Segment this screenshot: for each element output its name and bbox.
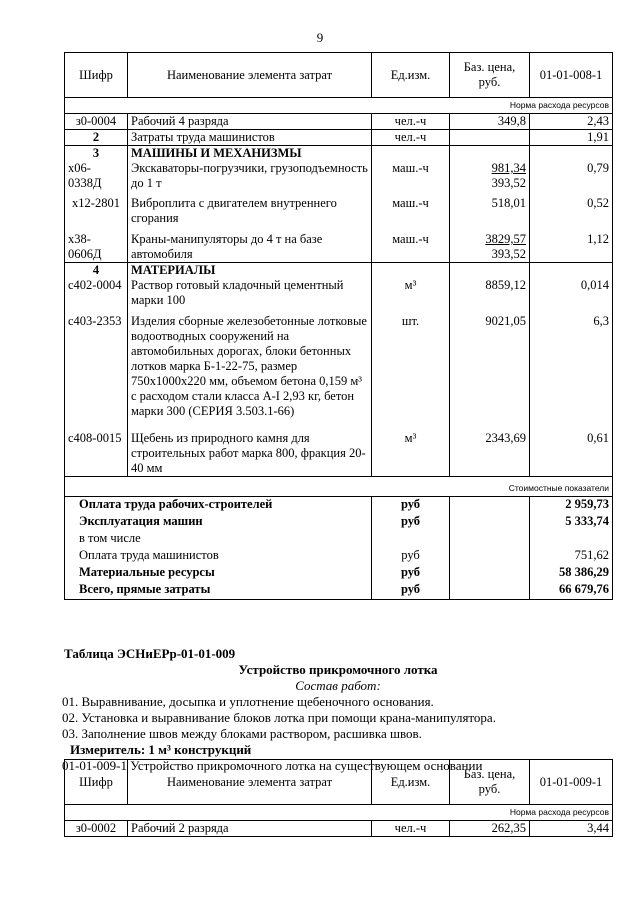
resource-norm-table-2 [64, 759, 613, 837]
row-name: МАТЕРИАЛЫ [128, 263, 372, 279]
table-label: Таблица ЭСНиЕРр-01-01-009 [64, 646, 236, 661]
row-value: 2,43 [530, 114, 613, 130]
table-row-section [65, 146, 613, 162]
row-unit: шт. [372, 308, 450, 419]
summary-label: Оплата труда рабочих-строителей [65, 497, 372, 515]
summary-unit: руб [372, 565, 450, 582]
summary-row [65, 497, 613, 515]
header-name: Наименование элемента затрат [128, 53, 372, 98]
table-row [65, 161, 613, 191]
row-value: 1,91 [530, 130, 613, 146]
section-title: Устройство прикромочного лотка [238, 662, 438, 677]
row-name: МАШИНЫ И МЕХАНИЗМЫ [128, 146, 372, 162]
row-price [450, 226, 530, 263]
table-row [65, 821, 613, 837]
table-row [65, 419, 613, 477]
page-number: 9 [316, 30, 324, 45]
row-unit: чел.-ч [372, 130, 450, 146]
header-code: Шифр [65, 760, 128, 805]
item-code: 01-01-009-1 Устройство прикромочного лотка на существующем основании [62, 758, 483, 773]
summary-value: 751,62 [530, 548, 613, 565]
row-price: 981,34 [491, 161, 526, 175]
row-price: 3829,57 [485, 232, 526, 246]
row-price: 8859,12 [450, 278, 530, 308]
row-value: 0,014 [530, 278, 613, 308]
row-code: з0-0004 [65, 114, 128, 130]
row-price-secondary: 393,52 [491, 247, 526, 261]
table-row [65, 130, 613, 146]
resource-norm-table-1 [64, 52, 613, 600]
norm-caption-row [65, 98, 613, 114]
row-code: 4 [65, 263, 128, 279]
row-code: х38-0606Д [65, 226, 128, 263]
summary-unit: руб [372, 582, 450, 600]
summary-row [65, 514, 613, 531]
row-value: 0,79 [530, 161, 613, 191]
header-unit: Ед.изм. [372, 760, 450, 805]
summary-value: 2 959,73 [530, 497, 613, 515]
row-unit: чел.-ч [372, 114, 450, 130]
row-name: Экскаваторы-погрузчики, грузоподъемность до 1 т [128, 161, 372, 191]
summary-value: 66 679,76 [530, 582, 613, 600]
row-unit: м³ [372, 419, 450, 477]
row-value: 1,12 [530, 226, 613, 263]
table-row [65, 308, 613, 419]
summary-label: Эксплуатация машин [65, 514, 372, 531]
header-name: Наименование элемента затрат [128, 760, 372, 805]
section-2 [64, 646, 624, 774]
table-row-section [65, 263, 613, 279]
row-value: 0,52 [530, 191, 613, 226]
table-row [65, 226, 613, 263]
table-header [65, 760, 613, 805]
work-step: 01. Выравнивание, досыпка и уплотнение щебеночного основания. [62, 694, 434, 709]
work-step: 02. Установка и выравнивание блоков лотка при помощи крана-манипулятора. [62, 710, 496, 725]
row-code: 3 [65, 146, 128, 162]
row-price: 2343,69 [450, 419, 530, 477]
summary-row [65, 531, 613, 548]
row-code: х06-0338Д [65, 161, 128, 191]
header-price: Баз. цена, руб. [450, 760, 530, 805]
cost-caption: Стоимостные показатели [65, 477, 613, 497]
row-price [450, 161, 530, 191]
row-unit: маш.-ч [372, 161, 450, 191]
meter: Измеритель: 1 м³ конструкций [70, 742, 252, 757]
table-header [65, 53, 613, 98]
summary-row [65, 565, 613, 582]
norm-caption: Норма расхода ресурсов [65, 98, 613, 114]
norm-caption-row [65, 805, 613, 821]
header-unit: Ед.изм. [372, 53, 450, 98]
row-name: Затраты труда машинистов [128, 130, 372, 146]
summary-label: в том числе [65, 531, 372, 548]
row-price: 9021,05 [450, 308, 530, 419]
row-name: Раствор готовый кладочный цементный марки 100 [128, 278, 372, 308]
section-subtitle: Состав работ: [295, 678, 381, 693]
summary-value: 5 333,74 [530, 514, 613, 531]
row-value: 3,44 [530, 821, 613, 837]
header-norm-code: 01-01-009-1 [530, 760, 613, 805]
row-price-secondary: 393,52 [491, 176, 526, 190]
summary-unit: руб [372, 514, 450, 531]
header-norm-code: 01-01-008-1 [530, 53, 613, 98]
summary-label: Оплата труда машинистов [65, 548, 372, 565]
summary-row [65, 548, 613, 565]
row-code: с402-0004 [65, 278, 128, 308]
row-code: х12-2801 [65, 191, 128, 226]
row-name: Рабочий 2 разряда [128, 821, 372, 837]
summary-unit: руб [372, 497, 450, 515]
row-name: Щебень из природного камня для строительных работ марка 800, фракция 20-40 мм [128, 419, 372, 477]
row-value: 6,3 [530, 308, 613, 419]
summary-row [65, 582, 613, 600]
row-unit: м³ [372, 278, 450, 308]
summary-value: 58 386,29 [530, 565, 613, 582]
table-row [65, 114, 613, 130]
norm-caption: Норма расхода ресурсов [65, 805, 613, 821]
table-row [65, 278, 613, 308]
row-code: з0-0002 [65, 821, 128, 837]
row-unit: маш.-ч [372, 191, 450, 226]
row-code: с403-2353 [65, 308, 128, 419]
row-code: 2 [65, 130, 128, 146]
row-name: Виброплита с двигателем внутреннего сгорания [128, 191, 372, 226]
row-price: 262,35 [450, 821, 530, 837]
cost-caption-row [65, 477, 613, 497]
header-price: Баз. цена, руб. [450, 53, 530, 98]
work-step: 03. Заполнение швов между блоками раствором, расшивка швов. [62, 726, 422, 741]
row-code: с408-0015 [65, 419, 128, 477]
row-value: 0,61 [530, 419, 613, 477]
row-unit: маш.-ч [372, 226, 450, 263]
row-name: Изделия сборные железобетонные лотковые водоотводных сооружений на автомобильных дорогах, блоки бетонных лотков марка Б-1-22-75, размер 750х1000х220 мм, объемом бетона 0,159 м³ с расходом стали класса А-I 2,93 кг, бетон марки 300 (СЕРИЯ 3.503.1-66) [128, 308, 372, 419]
table-row [65, 191, 613, 226]
summary-unit: руб [372, 548, 450, 565]
row-name: Краны-манипуляторы до 4 т на базе автомобиля [128, 226, 372, 263]
row-price: 518,01 [450, 191, 530, 226]
row-unit: чел.-ч [372, 821, 450, 837]
summary-label: Материальные ресурсы [65, 565, 372, 582]
row-price [450, 130, 530, 146]
summary-label: Всего, прямые затраты [65, 582, 372, 600]
header-code: Шифр [65, 53, 128, 98]
row-name: Рабочий 4 разряда [128, 114, 372, 130]
row-price: 349,8 [450, 114, 530, 130]
